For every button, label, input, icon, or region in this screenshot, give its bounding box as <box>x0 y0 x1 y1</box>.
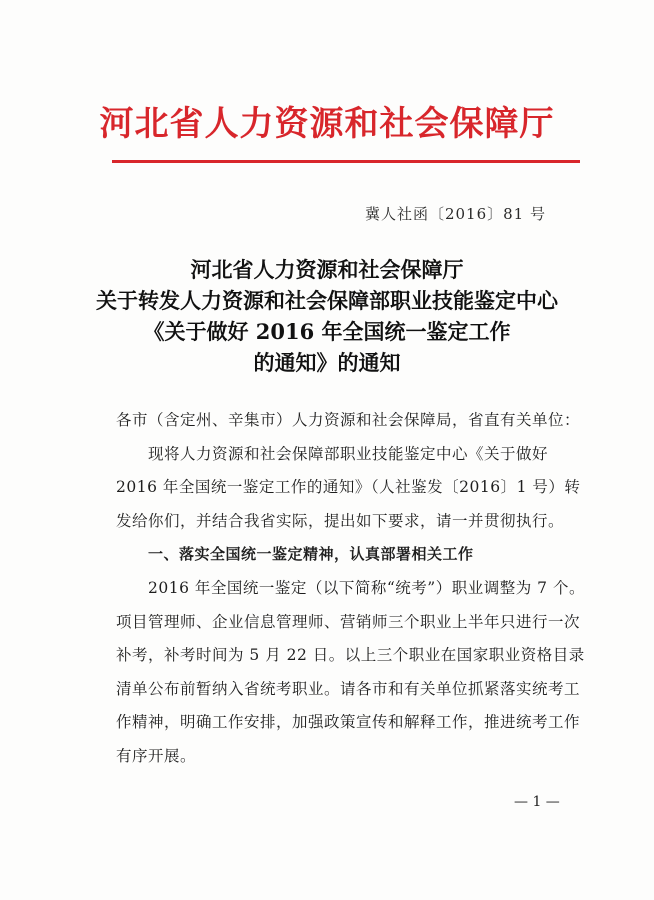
section-heading-1: 一、落实全国统一鉴定精神，认真部署相关工作 <box>148 545 474 564</box>
document-title <box>0 254 654 378</box>
red-header-rule <box>112 160 580 163</box>
title-line-1: 河北省人力资源和社会保障厅 <box>190 257 464 282</box>
title-line-3: 《关于做好 2016 年全国统一鉴定工作 <box>143 319 511 344</box>
page-number: — 1 — <box>514 794 560 810</box>
document-body <box>116 404 586 774</box>
title-line-4: 的通知》的通知 <box>253 350 401 375</box>
body-paragraph-1: 现将人力资源和社会保障部职业技能鉴定中心《关于做好 2016 年全国统一鉴定工作的通知》（人社鉴发〔2016〕1 号）转发给你们，并结合我省实际，提出如下要求，请一并贯彻执行。 <box>116 444 581 530</box>
body-paragraph-2: 2016 年全国统一鉴定（以下简称“统考”）职业调整为 7 个。项目管理师、企业信息管理师、营销师三个职业上半年只进行一次补考，补考时间为 5 月 22 日。以上三个职业在国家职业资格目录清单公布前暂纳入省统考职业。请各市和有关单位抓紧落实统考工作精神，明确工作安排，加强政策宣传和解释工作，推进统考工作有序开展。 <box>116 578 585 765</box>
salutation: 各市（含定州、辛集市）人力资源和社会保障局，省直有关单位： <box>116 411 581 429</box>
document-number: 冀人社函〔2016〕81 号 <box>364 205 546 223</box>
issuer-header: 河北省人力资源和社会保障厅 <box>99 104 555 144</box>
title-line-2: 关于转发人力资源和社会保障部职业技能鉴定中心 <box>96 288 558 313</box>
